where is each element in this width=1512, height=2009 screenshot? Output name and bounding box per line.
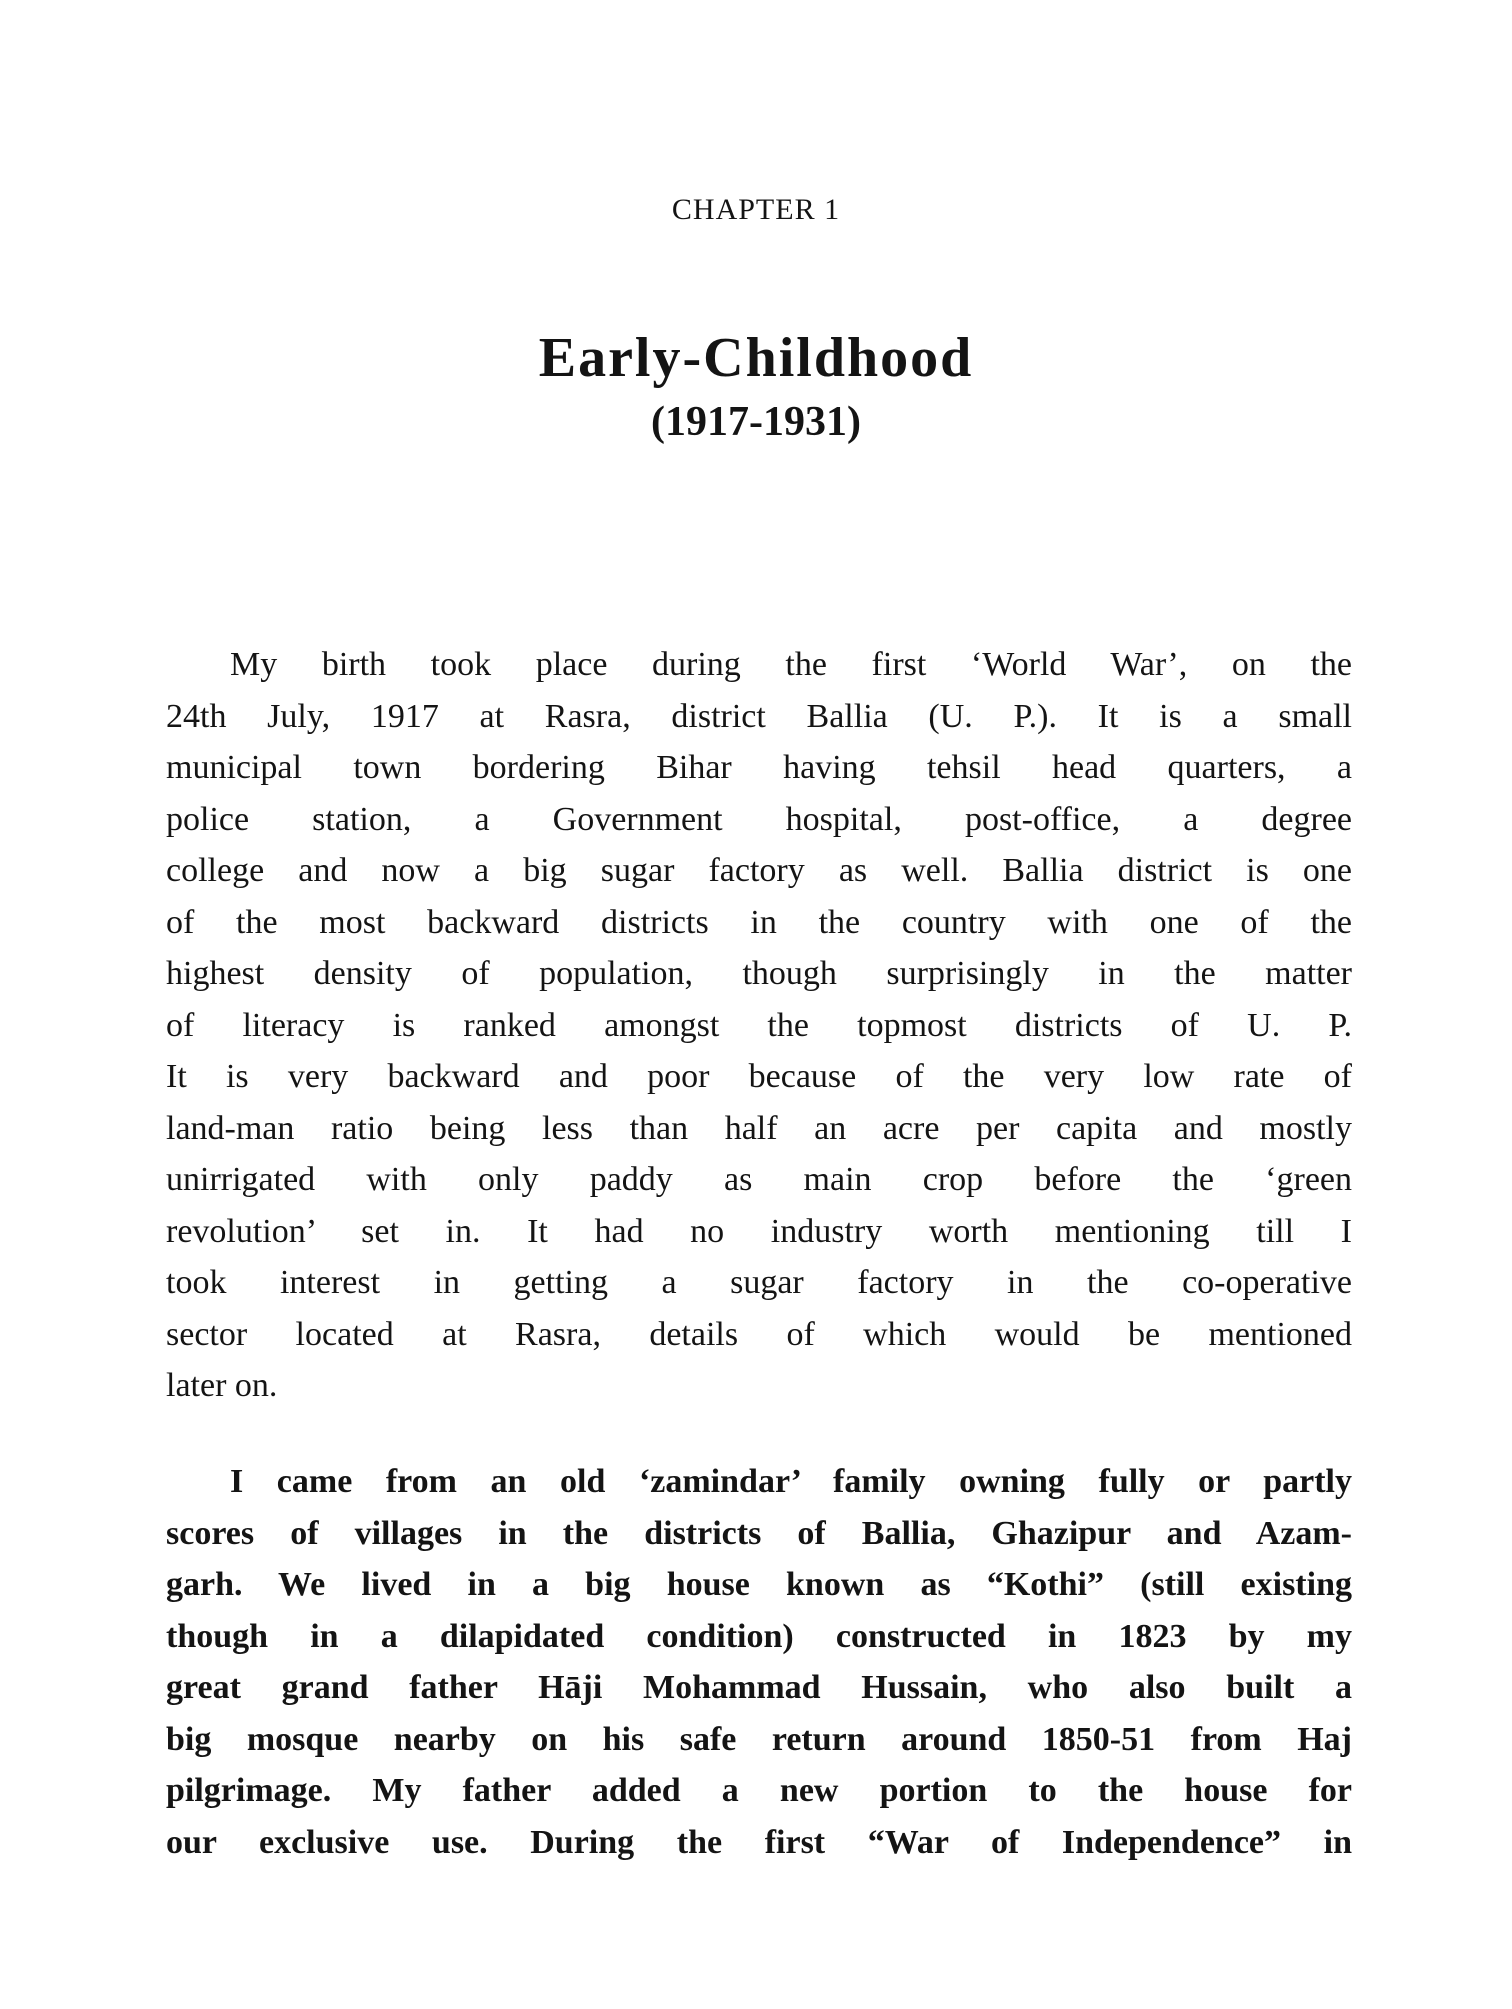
- text-line: highest density of population, though surprisingly in the matter: [166, 955, 1352, 992]
- chapter-title: Early-Childhood: [538, 327, 974, 389]
- text-line: It is very backward and poor because of the very low rate of: [166, 1058, 1352, 1095]
- text-line: college and now a big sugar factory as well. Ballia district is one: [166, 852, 1352, 889]
- text-line: scores of villages in the districts of Ballia, Ghazipur and Azam-: [166, 1514, 1352, 1552]
- chapter-label: CHAPTER 1: [671, 193, 841, 226]
- chapter-years: (1917-1931): [651, 399, 861, 445]
- paragraph-2: [166, 1456, 1352, 1868]
- text-line: police station, a Government hospital, post-office, a degree: [166, 800, 1352, 838]
- text-line: took interest in getting a sugar factory in the co-operative: [166, 1264, 1352, 1301]
- text-line: sector located at Rasra, details of which would be mentioned: [166, 1315, 1352, 1353]
- text-line: municipal town bordering Bihar having tehsil head quarters, a: [166, 749, 1352, 786]
- text-line: great grand father Hāji Mohammad Hussain, who also built a: [166, 1669, 1352, 1706]
- text-line: My birth took place during the first ‘World War’, on the: [230, 646, 1352, 683]
- text-line: later on.: [166, 1367, 278, 1404]
- text-line: unirrigated with only paddy as main crop before the ‘green: [166, 1161, 1352, 1198]
- text-line: of the most backward districts in the country with one of the: [166, 903, 1352, 941]
- text-line: I came from an old ‘zamindar’ family owning fully or partly: [230, 1463, 1352, 1500]
- text-line: 24th July, 1917 at Rasra, district Ballia (U. P.). It is a small: [166, 697, 1352, 735]
- text-line: pilgrimage. My father added a new portion to the house for: [166, 1772, 1352, 1809]
- text-line: revolution’ set in. It had no industry worth mentioning till I: [166, 1212, 1352, 1250]
- text-line: big mosque nearby on his safe return around 1850-51 from Haj: [166, 1720, 1352, 1758]
- paragraph-1: [166, 639, 1352, 1412]
- text-line: though in a dilapidated condition) constructed in 1823 by my: [166, 1617, 1352, 1655]
- text-line: of literacy is ranked amongst the topmost districts of U. P.: [166, 1006, 1352, 1044]
- text-line: land-man ratio being less than half an acre per capita and mostly: [166, 1109, 1352, 1147]
- text-line: our exclusive use. During the first “War of Independence” in: [166, 1823, 1352, 1861]
- text-line: garh. We lived in a big house known as “Kothi” (still existing: [166, 1566, 1352, 1603]
